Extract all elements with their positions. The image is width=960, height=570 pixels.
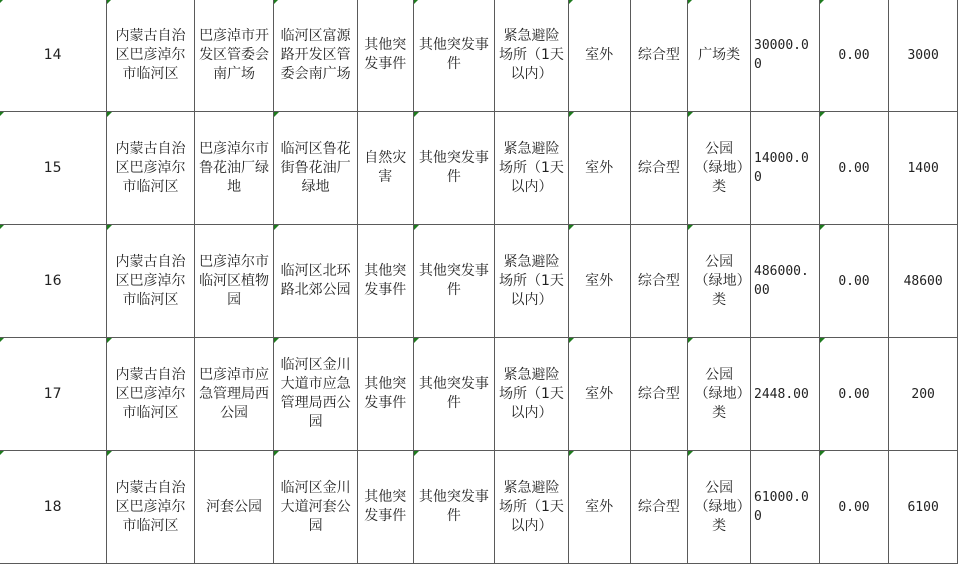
cell-region[interactable]: 内蒙古自治区巴彦淖尔市临河区 <box>107 451 195 564</box>
cell-disaster-type[interactable]: 其他突发事件 <box>357 225 413 338</box>
cell-note-marker-icon <box>414 0 419 4</box>
cell-note-marker-icon <box>688 225 693 230</box>
cell-indoor-outdoor[interactable]: 室外 <box>568 112 630 225</box>
cell-disaster-type[interactable]: 其他突发事件 <box>357 451 413 564</box>
cell-indoor-area[interactable]: 0.00 <box>819 451 889 564</box>
cell-capacity[interactable]: 48600 <box>889 225 958 338</box>
cell-indoor-outdoor[interactable]: 室外 <box>568 338 630 451</box>
cell-note-marker-icon <box>820 338 825 343</box>
cell-address[interactable]: 临河区金川大道市应急管理局西公园 <box>274 338 358 451</box>
table-row <box>0 112 958 225</box>
cell-area[interactable]: 2448.00 <box>751 338 820 451</box>
cell-note-marker-icon <box>688 112 693 117</box>
cell-capacity[interactable]: 1400 <box>889 112 958 225</box>
cell-event-type[interactable]: 其他突发事件 <box>413 451 495 564</box>
cell-shelter-level[interactable]: 紧急避险场所（1天以内） <box>495 338 569 451</box>
cell-index[interactable]: 15 <box>0 112 107 225</box>
cell-shelter-name[interactable]: 巴彦淖尔市临河区植物园 <box>194 225 274 338</box>
cell-category[interactable]: 公园（绿地）类 <box>688 451 751 564</box>
cell-shelter-level[interactable]: 紧急避险场所（1天以内） <box>495 0 569 112</box>
cell-note-marker-icon <box>414 112 419 117</box>
cell-region[interactable]: 内蒙古自治区巴彦淖尔市临河区 <box>107 0 195 112</box>
cell-note-marker-icon <box>274 338 279 343</box>
cell-address[interactable]: 临河区鲁花街鲁花油厂绿地 <box>274 112 358 225</box>
cell-function-type[interactable]: 综合型 <box>630 338 688 451</box>
cell-disaster-type[interactable]: 其他突发事件 <box>357 0 413 112</box>
cell-index[interactable]: 14 <box>0 0 107 112</box>
cell-shelter-name[interactable]: 巴彦淖市开发区管委会南广场 <box>194 0 274 112</box>
cell-note-marker-icon <box>414 338 419 343</box>
cell-category[interactable]: 公园（绿地）类 <box>688 112 751 225</box>
cell-indoor-outdoor[interactable]: 室外 <box>568 225 630 338</box>
cell-category[interactable]: 公园（绿地）类 <box>688 225 751 338</box>
cell-event-type[interactable]: 其他突发事件 <box>413 225 495 338</box>
cell-note-marker-icon <box>569 112 574 117</box>
cell-indoor-area[interactable]: 0.00 <box>819 0 889 112</box>
cell-note-marker-icon <box>820 0 825 4</box>
cell-index[interactable]: 16 <box>0 225 107 338</box>
cell-category[interactable]: 广场类 <box>688 0 751 112</box>
cell-shelter-level[interactable]: 紧急避险场所（1天以内） <box>495 225 569 338</box>
cell-shelter-level[interactable]: 紧急避险场所（1天以内） <box>495 112 569 225</box>
cell-area[interactable]: 61000.00 <box>751 451 820 564</box>
cell-note-marker-icon <box>274 225 279 230</box>
cell-note-marker-icon <box>414 451 419 456</box>
cell-note-marker-icon <box>274 451 279 456</box>
cell-shelter-name[interactable]: 巴彦淖市应急管理局西公园 <box>194 338 274 451</box>
cell-index[interactable]: 18 <box>0 451 107 564</box>
cell-indoor-area[interactable]: 0.00 <box>819 112 889 225</box>
cell-area[interactable]: 14000.00 <box>751 112 820 225</box>
cell-note-marker-icon <box>107 225 112 230</box>
cell-address[interactable]: 临河区金川大道河套公园 <box>274 451 358 564</box>
cell-capacity[interactable]: 3000 <box>889 0 958 112</box>
table-row <box>0 338 958 451</box>
cell-shelter-name[interactable]: 河套公园 <box>194 451 274 564</box>
cell-function-type[interactable]: 综合型 <box>630 112 688 225</box>
cell-indoor-area[interactable]: 0.00 <box>819 338 889 451</box>
cell-note-marker-icon <box>274 112 279 117</box>
cell-note-marker-icon <box>107 338 112 343</box>
cell-note-marker-icon <box>820 225 825 230</box>
cell-note-marker-icon <box>414 225 419 230</box>
cell-event-type[interactable]: 其他突发事件 <box>413 338 495 451</box>
cell-disaster-type[interactable]: 其他突发事件 <box>357 338 413 451</box>
cell-address[interactable]: 临河区北环路北郊公园 <box>274 225 358 338</box>
cell-note-marker-icon <box>569 451 574 456</box>
cell-note-marker-icon <box>0 225 4 230</box>
cell-event-type[interactable]: 其他突发事件 <box>413 112 495 225</box>
cell-note-marker-icon <box>569 0 574 4</box>
cell-note-marker-icon <box>107 0 112 4</box>
cell-area[interactable]: 30000.00 <box>751 0 820 112</box>
cell-index[interactable]: 17 <box>0 338 107 451</box>
cell-shelter-name[interactable]: 巴彦淖尔市鲁花油厂绿地 <box>194 112 274 225</box>
cell-note-marker-icon <box>820 112 825 117</box>
cell-address[interactable]: 临河区富源路开发区管委会南广场 <box>274 0 358 112</box>
cell-note-marker-icon <box>107 451 112 456</box>
cell-note-marker-icon <box>0 0 4 4</box>
cell-note-marker-icon <box>569 338 574 343</box>
cell-note-marker-icon <box>0 338 4 343</box>
cell-indoor-outdoor[interactable]: 室外 <box>568 451 630 564</box>
cell-indoor-outdoor[interactable]: 室外 <box>568 0 630 112</box>
cell-note-marker-icon <box>569 225 574 230</box>
table-row <box>0 0 958 112</box>
cell-region[interactable]: 内蒙古自治区巴彦淖尔市临河区 <box>107 112 195 225</box>
cell-region[interactable]: 内蒙古自治区巴彦淖尔市临河区 <box>107 225 195 338</box>
cell-disaster-type[interactable]: 自然灾害 <box>357 112 413 225</box>
cell-note-marker-icon <box>820 451 825 456</box>
cell-indoor-area[interactable]: 0.00 <box>819 225 889 338</box>
cell-note-marker-icon <box>107 112 112 117</box>
cell-category[interactable]: 公园（绿地）类 <box>688 338 751 451</box>
cell-event-type[interactable]: 其他突发事件 <box>413 0 495 112</box>
cell-note-marker-icon <box>688 0 693 4</box>
table-row <box>0 225 958 338</box>
cell-note-marker-icon <box>0 451 4 456</box>
cell-region[interactable]: 内蒙古自治区巴彦淖尔市临河区 <box>107 338 195 451</box>
cell-capacity[interactable]: 200 <box>889 338 958 451</box>
cell-note-marker-icon <box>274 0 279 4</box>
cell-note-marker-icon <box>688 451 693 456</box>
table-row <box>0 451 958 564</box>
cell-function-type[interactable]: 综合型 <box>630 451 688 564</box>
cell-function-type[interactable]: 综合型 <box>630 225 688 338</box>
cell-function-type[interactable]: 综合型 <box>630 0 688 112</box>
cell-shelter-level[interactable]: 紧急避险场所（1天以内） <box>495 451 569 564</box>
cell-capacity[interactable]: 6100 <box>889 451 958 564</box>
cell-area[interactable]: 486000.00 <box>751 225 820 338</box>
cell-note-marker-icon <box>688 338 693 343</box>
cell-note-marker-icon <box>0 112 4 117</box>
